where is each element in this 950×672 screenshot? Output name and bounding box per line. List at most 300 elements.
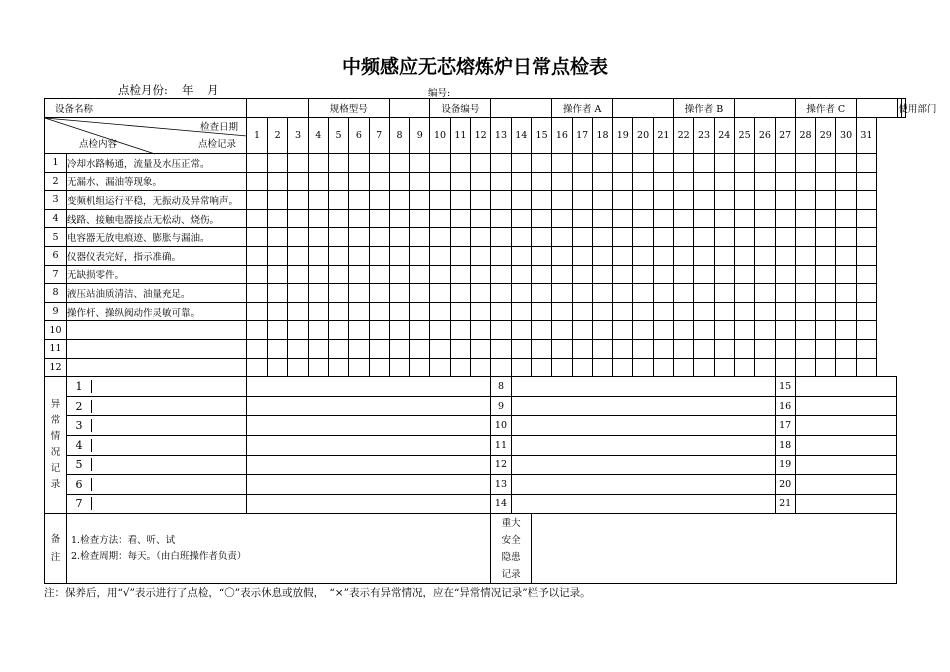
check-cell[interactable] xyxy=(247,228,268,247)
check-cell[interactable] xyxy=(471,154,491,173)
check-cell[interactable] xyxy=(268,154,288,173)
check-cell[interactable] xyxy=(288,321,308,340)
check-cell[interactable] xyxy=(247,154,268,173)
check-cell[interactable] xyxy=(268,265,288,284)
check-cell[interactable] xyxy=(369,284,389,303)
check-cell[interactable] xyxy=(288,228,308,247)
check-cell[interactable] xyxy=(552,191,572,210)
check-cell[interactable] xyxy=(491,172,511,191)
check-cell[interactable] xyxy=(450,191,470,210)
check-cell[interactable] xyxy=(816,154,836,173)
check-cell[interactable] xyxy=(836,246,856,265)
check-cell[interactable] xyxy=(674,284,694,303)
check-cell[interactable] xyxy=(531,228,551,247)
check-cell[interactable] xyxy=(572,172,592,191)
check-cell[interactable] xyxy=(734,154,754,173)
check-cell[interactable] xyxy=(633,246,653,265)
check-cell[interactable] xyxy=(288,302,308,321)
abnormal-entry[interactable] xyxy=(247,494,491,514)
check-cell[interactable] xyxy=(592,321,612,340)
check-cell[interactable] xyxy=(328,358,348,377)
check-cell[interactable] xyxy=(856,228,876,247)
check-cell[interactable] xyxy=(775,265,795,284)
abnormal-entry[interactable] xyxy=(795,396,896,416)
check-cell[interactable] xyxy=(450,284,470,303)
check-cell[interactable] xyxy=(491,246,511,265)
operator-c-value[interactable] xyxy=(856,99,898,118)
abnormal-entry[interactable] xyxy=(247,475,491,495)
check-cell[interactable] xyxy=(369,172,389,191)
check-cell[interactable] xyxy=(592,302,612,321)
check-cell[interactable] xyxy=(308,172,328,191)
check-cell[interactable] xyxy=(268,321,288,340)
check-cell[interactable] xyxy=(511,246,531,265)
check-cell[interactable] xyxy=(389,246,409,265)
check-cell[interactable] xyxy=(288,191,308,210)
check-cell[interactable] xyxy=(430,228,450,247)
check-cell[interactable] xyxy=(714,265,734,284)
abnormal-entry[interactable] xyxy=(511,455,775,475)
check-cell[interactable] xyxy=(633,339,653,358)
check-cell[interactable] xyxy=(633,358,653,377)
check-cell[interactable] xyxy=(836,172,856,191)
check-cell[interactable] xyxy=(450,265,470,284)
check-cell[interactable] xyxy=(328,209,348,228)
check-cell[interactable] xyxy=(714,228,734,247)
check-cell[interactable] xyxy=(471,191,491,210)
check-cell[interactable] xyxy=(674,246,694,265)
check-cell[interactable] xyxy=(755,209,775,228)
check-cell[interactable] xyxy=(633,265,653,284)
check-cell[interactable] xyxy=(511,321,531,340)
check-cell[interactable] xyxy=(836,191,856,210)
check-cell[interactable] xyxy=(816,209,836,228)
check-cell[interactable] xyxy=(308,358,328,377)
check-cell[interactable] xyxy=(491,228,511,247)
abnormal-entry[interactable] xyxy=(795,435,896,455)
check-cell[interactable] xyxy=(572,154,592,173)
check-cell[interactable] xyxy=(734,321,754,340)
check-cell[interactable] xyxy=(511,265,531,284)
check-cell[interactable] xyxy=(552,228,572,247)
check-cell[interactable] xyxy=(694,339,714,358)
check-cell[interactable] xyxy=(795,209,815,228)
check-cell[interactable] xyxy=(369,228,389,247)
check-cell[interactable] xyxy=(714,321,734,340)
check-cell[interactable] xyxy=(572,284,592,303)
check-cell[interactable] xyxy=(816,246,836,265)
check-cell[interactable] xyxy=(450,339,470,358)
check-cell[interactable] xyxy=(674,358,694,377)
check-cell[interactable] xyxy=(268,358,288,377)
check-cell[interactable] xyxy=(633,321,653,340)
check-cell[interactable] xyxy=(694,321,714,340)
check-cell[interactable] xyxy=(653,358,673,377)
check-cell[interactable] xyxy=(653,321,673,340)
check-cell[interactable] xyxy=(369,302,389,321)
check-cell[interactable] xyxy=(795,191,815,210)
check-cell[interactable] xyxy=(734,246,754,265)
check-cell[interactable] xyxy=(816,265,836,284)
check-cell[interactable] xyxy=(755,228,775,247)
check-cell[interactable] xyxy=(268,209,288,228)
operator-a-value[interactable] xyxy=(613,99,674,118)
check-cell[interactable] xyxy=(471,265,491,284)
check-cell[interactable] xyxy=(471,358,491,377)
check-cell[interactable] xyxy=(795,302,815,321)
check-cell[interactable] xyxy=(511,154,531,173)
check-cell[interactable] xyxy=(775,246,795,265)
check-cell[interactable] xyxy=(633,209,653,228)
check-cell[interactable] xyxy=(734,339,754,358)
check-cell[interactable] xyxy=(592,154,612,173)
check-cell[interactable] xyxy=(369,321,389,340)
check-cell[interactable] xyxy=(856,154,876,173)
check-cell[interactable] xyxy=(491,265,511,284)
check-cell[interactable] xyxy=(328,154,348,173)
abnormal-entry[interactable] xyxy=(67,475,247,495)
check-cell[interactable] xyxy=(491,302,511,321)
check-cell[interactable] xyxy=(633,284,653,303)
abnormal-entry[interactable] xyxy=(511,396,775,416)
check-cell[interactable] xyxy=(653,191,673,210)
check-cell[interactable] xyxy=(592,191,612,210)
check-cell[interactable] xyxy=(795,321,815,340)
check-cell[interactable] xyxy=(592,284,612,303)
check-cell[interactable] xyxy=(430,172,450,191)
abnormal-entry[interactable] xyxy=(795,377,896,397)
check-cell[interactable] xyxy=(288,154,308,173)
model-value[interactable] xyxy=(389,99,430,118)
check-cell[interactable] xyxy=(613,228,633,247)
check-cell[interactable] xyxy=(410,339,430,358)
check-cell[interactable] xyxy=(653,339,673,358)
check-cell[interactable] xyxy=(694,358,714,377)
check-cell[interactable] xyxy=(674,191,694,210)
check-cell[interactable] xyxy=(694,209,714,228)
check-cell[interactable] xyxy=(349,172,369,191)
check-cell[interactable] xyxy=(511,172,531,191)
check-cell[interactable] xyxy=(369,154,389,173)
check-cell[interactable] xyxy=(775,321,795,340)
check-cell[interactable] xyxy=(349,321,369,340)
check-cell[interactable] xyxy=(856,284,876,303)
abnormal-entry[interactable] xyxy=(795,455,896,475)
check-cell[interactable] xyxy=(552,321,572,340)
check-cell[interactable] xyxy=(653,172,673,191)
check-cell[interactable] xyxy=(268,246,288,265)
check-cell[interactable] xyxy=(389,191,409,210)
check-cell[interactable] xyxy=(856,339,876,358)
abnormal-entry[interactable] xyxy=(511,377,775,397)
equipment-code-value[interactable] xyxy=(491,99,552,118)
check-cell[interactable] xyxy=(389,265,409,284)
check-cell[interactable] xyxy=(775,228,795,247)
check-cell[interactable] xyxy=(613,284,633,303)
check-cell[interactable] xyxy=(511,228,531,247)
check-cell[interactable] xyxy=(247,284,268,303)
check-cell[interactable] xyxy=(268,339,288,358)
check-cell[interactable] xyxy=(572,209,592,228)
check-cell[interactable] xyxy=(389,172,409,191)
check-cell[interactable] xyxy=(552,339,572,358)
check-cell[interactable] xyxy=(531,172,551,191)
check-cell[interactable] xyxy=(775,339,795,358)
check-cell[interactable] xyxy=(755,246,775,265)
check-cell[interactable] xyxy=(531,284,551,303)
check-cell[interactable] xyxy=(674,172,694,191)
check-cell[interactable] xyxy=(450,321,470,340)
check-cell[interactable] xyxy=(775,209,795,228)
check-cell[interactable] xyxy=(653,265,673,284)
check-cell[interactable] xyxy=(836,321,856,340)
check-cell[interactable] xyxy=(511,302,531,321)
check-cell[interactable] xyxy=(531,302,551,321)
check-cell[interactable] xyxy=(592,358,612,377)
check-cell[interactable] xyxy=(775,302,795,321)
check-cell[interactable] xyxy=(268,228,288,247)
check-cell[interactable] xyxy=(714,284,734,303)
check-cell[interactable] xyxy=(491,339,511,358)
check-cell[interactable] xyxy=(531,191,551,210)
check-cell[interactable] xyxy=(328,302,348,321)
check-cell[interactable] xyxy=(613,265,633,284)
check-cell[interactable] xyxy=(410,209,430,228)
check-cell[interactable] xyxy=(268,172,288,191)
check-cell[interactable] xyxy=(410,321,430,340)
check-cell[interactable] xyxy=(552,172,572,191)
check-cell[interactable] xyxy=(430,246,450,265)
check-cell[interactable] xyxy=(328,284,348,303)
abnormal-entry[interactable] xyxy=(67,416,247,436)
check-cell[interactable] xyxy=(491,358,511,377)
check-cell[interactable] xyxy=(268,284,288,303)
check-cell[interactable] xyxy=(430,339,450,358)
check-cell[interactable] xyxy=(471,209,491,228)
check-cell[interactable] xyxy=(308,321,328,340)
check-cell[interactable] xyxy=(308,339,328,358)
check-cell[interactable] xyxy=(734,209,754,228)
check-cell[interactable] xyxy=(613,172,633,191)
check-cell[interactable] xyxy=(674,321,694,340)
check-cell[interactable] xyxy=(836,209,856,228)
check-cell[interactable] xyxy=(572,246,592,265)
check-cell[interactable] xyxy=(247,265,268,284)
check-cell[interactable] xyxy=(653,302,673,321)
check-cell[interactable] xyxy=(694,265,714,284)
check-cell[interactable] xyxy=(775,191,795,210)
check-cell[interactable] xyxy=(714,302,734,321)
check-cell[interactable] xyxy=(694,302,714,321)
abnormal-entry[interactable] xyxy=(67,435,247,455)
check-cell[interactable] xyxy=(471,284,491,303)
abnormal-entry[interactable] xyxy=(247,435,491,455)
check-cell[interactable] xyxy=(471,321,491,340)
check-cell[interactable] xyxy=(247,191,268,210)
check-cell[interactable] xyxy=(491,321,511,340)
check-cell[interactable] xyxy=(856,302,876,321)
check-cell[interactable] xyxy=(816,172,836,191)
check-cell[interactable] xyxy=(836,265,856,284)
check-cell[interactable] xyxy=(714,358,734,377)
check-cell[interactable] xyxy=(856,265,876,284)
check-cell[interactable] xyxy=(714,191,734,210)
check-cell[interactable] xyxy=(856,321,876,340)
check-cell[interactable] xyxy=(369,339,389,358)
check-cell[interactable] xyxy=(328,246,348,265)
check-cell[interactable] xyxy=(714,172,734,191)
check-cell[interactable] xyxy=(268,302,288,321)
check-cell[interactable] xyxy=(410,358,430,377)
check-cell[interactable] xyxy=(471,246,491,265)
check-cell[interactable] xyxy=(653,154,673,173)
check-cell[interactable] xyxy=(531,265,551,284)
check-cell[interactable] xyxy=(511,284,531,303)
check-cell[interactable] xyxy=(856,191,876,210)
check-cell[interactable] xyxy=(653,228,673,247)
check-cell[interactable] xyxy=(572,358,592,377)
check-cell[interactable] xyxy=(592,172,612,191)
check-cell[interactable] xyxy=(775,284,795,303)
check-cell[interactable] xyxy=(816,284,836,303)
check-cell[interactable] xyxy=(836,154,856,173)
check-cell[interactable] xyxy=(694,284,714,303)
check-cell[interactable] xyxy=(308,265,328,284)
check-cell[interactable] xyxy=(674,228,694,247)
check-cell[interactable] xyxy=(410,172,430,191)
check-cell[interactable] xyxy=(531,154,551,173)
check-cell[interactable] xyxy=(613,321,633,340)
check-cell[interactable] xyxy=(349,302,369,321)
abnormal-entry[interactable] xyxy=(511,416,775,436)
check-cell[interactable] xyxy=(430,302,450,321)
check-cell[interactable] xyxy=(755,191,775,210)
check-cell[interactable] xyxy=(471,339,491,358)
check-cell[interactable] xyxy=(349,209,369,228)
check-cell[interactable] xyxy=(430,265,450,284)
check-cell[interactable] xyxy=(389,154,409,173)
check-cell[interactable] xyxy=(694,154,714,173)
major-hazard-record[interactable] xyxy=(531,514,896,584)
abnormal-entry[interactable] xyxy=(795,475,896,495)
check-cell[interactable] xyxy=(734,265,754,284)
check-cell[interactable] xyxy=(450,302,470,321)
check-cell[interactable] xyxy=(674,265,694,284)
check-cell[interactable] xyxy=(856,246,876,265)
check-cell[interactable] xyxy=(491,154,511,173)
check-cell[interactable] xyxy=(552,209,572,228)
check-cell[interactable] xyxy=(288,358,308,377)
check-cell[interactable] xyxy=(613,358,633,377)
check-cell[interactable] xyxy=(694,228,714,247)
check-cell[interactable] xyxy=(734,191,754,210)
check-cell[interactable] xyxy=(856,172,876,191)
check-cell[interactable] xyxy=(369,246,389,265)
check-cell[interactable] xyxy=(247,209,268,228)
check-cell[interactable] xyxy=(572,228,592,247)
check-cell[interactable] xyxy=(531,246,551,265)
check-cell[interactable] xyxy=(795,228,815,247)
abnormal-entry[interactable] xyxy=(67,396,247,416)
abnormal-entry[interactable] xyxy=(247,396,491,416)
abnormal-entry[interactable] xyxy=(511,475,775,495)
check-cell[interactable] xyxy=(288,265,308,284)
check-cell[interactable] xyxy=(613,154,633,173)
check-cell[interactable] xyxy=(674,209,694,228)
check-cell[interactable] xyxy=(795,358,815,377)
check-cell[interactable] xyxy=(471,228,491,247)
check-cell[interactable] xyxy=(552,358,572,377)
check-cell[interactable] xyxy=(572,191,592,210)
check-cell[interactable] xyxy=(328,228,348,247)
check-cell[interactable] xyxy=(450,358,470,377)
check-cell[interactable] xyxy=(410,265,430,284)
check-cell[interactable] xyxy=(633,154,653,173)
check-cell[interactable] xyxy=(592,209,612,228)
check-cell[interactable] xyxy=(633,228,653,247)
check-cell[interactable] xyxy=(471,172,491,191)
check-cell[interactable] xyxy=(471,302,491,321)
check-cell[interactable] xyxy=(389,339,409,358)
check-cell[interactable] xyxy=(308,228,328,247)
check-cell[interactable] xyxy=(755,321,775,340)
check-cell[interactable] xyxy=(349,284,369,303)
check-cell[interactable] xyxy=(795,284,815,303)
check-cell[interactable] xyxy=(247,321,268,340)
check-cell[interactable] xyxy=(714,154,734,173)
check-cell[interactable] xyxy=(714,246,734,265)
abnormal-entry[interactable] xyxy=(67,455,247,475)
check-cell[interactable] xyxy=(491,191,511,210)
check-cell[interactable] xyxy=(734,284,754,303)
check-cell[interactable] xyxy=(531,358,551,377)
check-cell[interactable] xyxy=(389,209,409,228)
check-cell[interactable] xyxy=(755,154,775,173)
check-cell[interactable] xyxy=(775,358,795,377)
abnormal-entry[interactable] xyxy=(67,494,247,514)
check-cell[interactable] xyxy=(552,265,572,284)
check-cell[interactable] xyxy=(369,265,389,284)
check-cell[interactable] xyxy=(572,339,592,358)
check-cell[interactable] xyxy=(694,172,714,191)
check-cell[interactable] xyxy=(288,339,308,358)
check-cell[interactable] xyxy=(734,172,754,191)
check-cell[interactable] xyxy=(389,358,409,377)
check-cell[interactable] xyxy=(694,191,714,210)
check-cell[interactable] xyxy=(552,154,572,173)
check-cell[interactable] xyxy=(572,321,592,340)
check-cell[interactable] xyxy=(328,339,348,358)
check-cell[interactable] xyxy=(552,284,572,303)
check-cell[interactable] xyxy=(613,302,633,321)
check-cell[interactable] xyxy=(795,339,815,358)
check-cell[interactable] xyxy=(430,191,450,210)
operator-b-value[interactable] xyxy=(734,99,795,118)
check-cell[interactable] xyxy=(349,246,369,265)
check-cell[interactable] xyxy=(389,228,409,247)
check-cell[interactable] xyxy=(430,321,450,340)
check-cell[interactable] xyxy=(328,321,348,340)
abnormal-entry[interactable] xyxy=(795,416,896,436)
check-cell[interactable] xyxy=(836,228,856,247)
check-cell[interactable] xyxy=(592,228,612,247)
check-cell[interactable] xyxy=(328,172,348,191)
check-cell[interactable] xyxy=(430,284,450,303)
check-cell[interactable] xyxy=(653,246,673,265)
check-cell[interactable] xyxy=(410,191,430,210)
check-cell[interactable] xyxy=(491,209,511,228)
abnormal-entry[interactable] xyxy=(247,377,491,397)
